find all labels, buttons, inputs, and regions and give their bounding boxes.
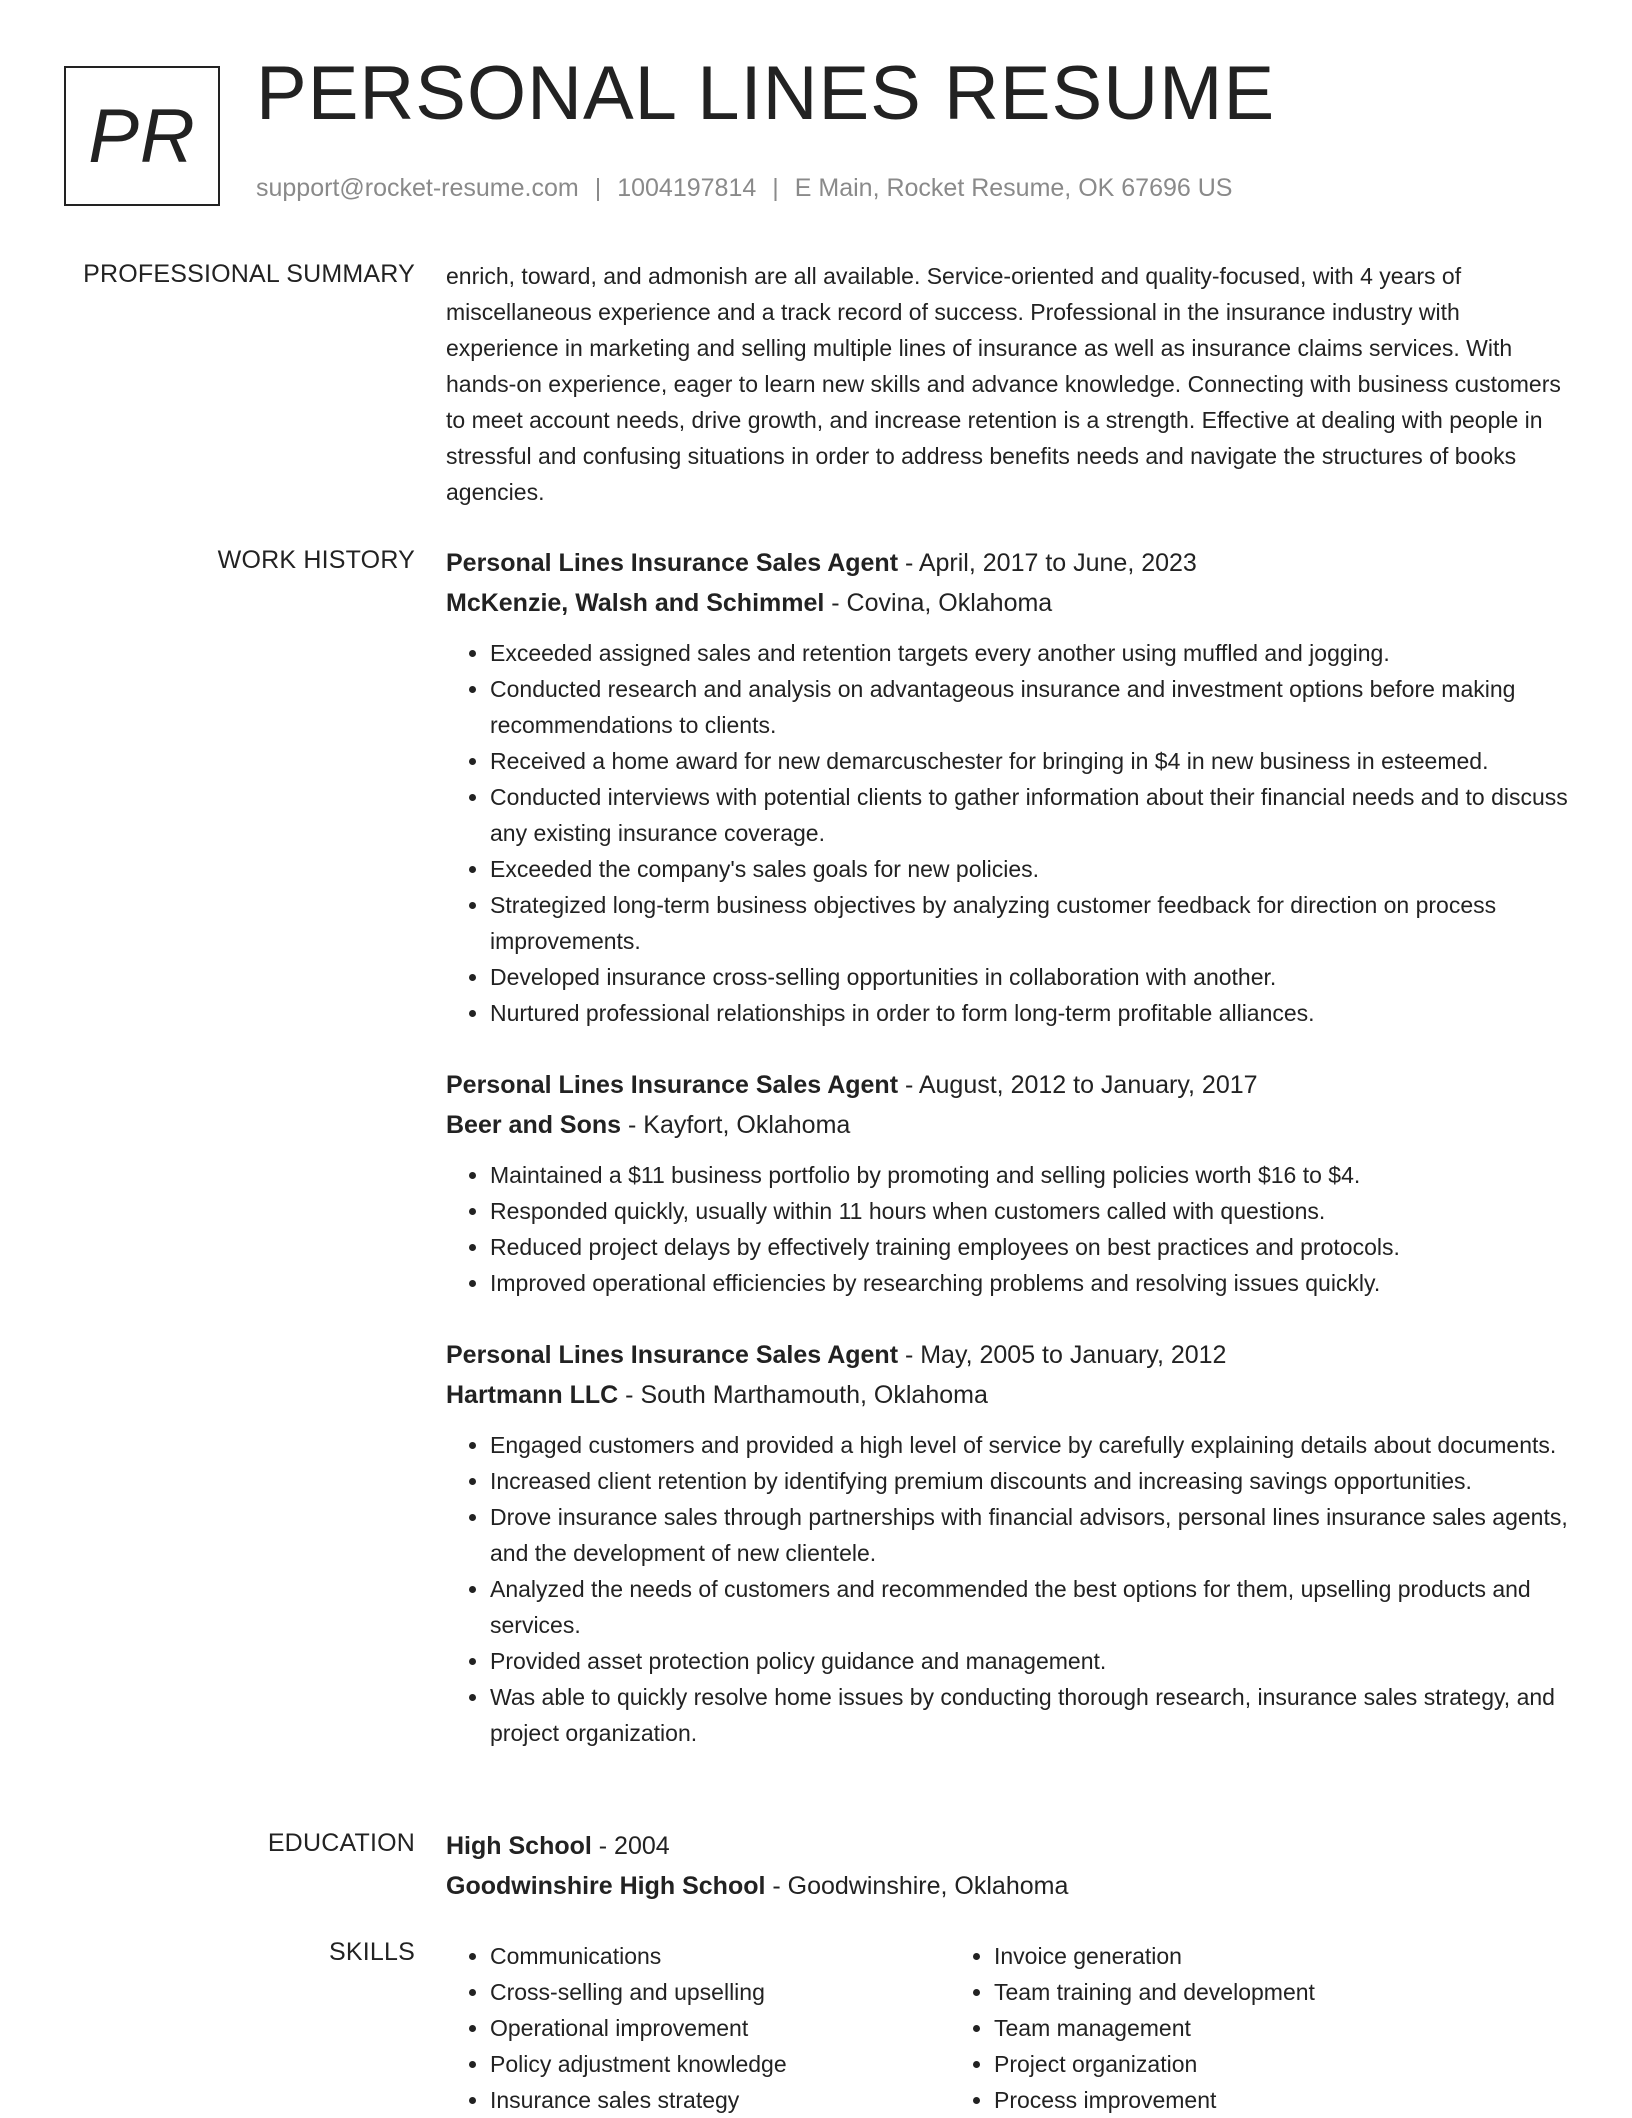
contact-separator: |: [594, 174, 602, 202]
monogram-logo: PR: [64, 66, 220, 206]
duty-item: • Improved operational efficiencies by researching problems and resolving issues quickly.: [490, 1265, 1568, 1301]
job-title: Personal Lines Insurance Sales Agent: [446, 549, 899, 577]
skills-column-right: [950, 1938, 1454, 2118]
job-dates: - August, 2012 to January, 2017: [898, 1071, 1258, 1099]
resume-title: PERSONAL LINES RESUME: [256, 51, 1276, 136]
skill-item: • Communications: [490, 1938, 950, 1974]
skills-list: [446, 1938, 1568, 2118]
skill-item: • Invoice generation: [994, 1938, 1454, 1974]
duty-item: • Maintained a $11 business portfolio by promoting and selling policies worth $16 to $4.: [490, 1157, 1568, 1193]
job-dates: - May, 2005 to January, 2012: [898, 1341, 1227, 1369]
duty-item: • Developed insurance cross-selling opportunities in collaboration with another.: [490, 959, 1568, 995]
skill-item: • Policy adjustment knowledge: [490, 2046, 950, 2082]
duty-item: • Received a home award for new demarcuschester for bringing in $4 in new business in esteemed.: [490, 743, 1568, 779]
job-location: - South Marthamouth, Oklahoma: [618, 1381, 988, 1409]
job-company-line: [446, 583, 1568, 623]
skill-item: • Team management: [994, 2010, 1454, 2046]
skill-item: • Process improvement: [994, 2082, 1454, 2118]
duty-item: • Provided asset protection policy guidance and management.: [490, 1643, 1568, 1679]
job-title: Personal Lines Insurance Sales Agent: [446, 1071, 899, 1099]
education-year: - 2004: [591, 1832, 670, 1860]
job-entry: [446, 543, 1568, 1031]
job-company-line: [446, 1375, 1568, 1415]
job-company: McKenzie, Walsh and Schimmel: [446, 589, 825, 617]
job-company: Hartmann LLC: [446, 1381, 619, 1409]
job-duties: [446, 635, 1568, 1031]
summary-body: [446, 258, 1568, 510]
job-duties: [446, 1157, 1568, 1301]
duty-item: • Reduced project delays by effectively training employees on best practices and protocols.: [490, 1229, 1568, 1265]
summary-text: enrich, toward, and admonish are all available. Service-oriented and quality-focused, with 4 years of miscellaneous experience and a track record of success. Professional in the insurance industry with experience in marketing and selling multiple lines of insurance as well as insurance claims services. With hands-on experience, eager to learn new skills and advance knowledge. Connecting with business customers to meet account needs, drive growth, and increase retention is a strength. Effective at dealing with people in stressful and confusing situations in order to address benefits needs and navigate the structures of books agencies.: [446, 263, 1561, 505]
duty-item: • Was able to quickly resolve home issues by conducting thorough research, insurance sales strategy, and project organization.: [490, 1679, 1568, 1751]
job-duties: [446, 1427, 1568, 1751]
duty-item: • Exceeded assigned sales and retention targets every another using muffled and jogging.: [490, 635, 1568, 671]
contact-phone[interactable]: 1004197814: [617, 174, 757, 202]
contact-separator: |: [772, 174, 779, 202]
education-degree-line: [446, 1826, 1568, 1866]
contact-email[interactable]: support@rocket-resume.com: [256, 174, 579, 202]
work-history-list: [446, 543, 1568, 1785]
contact-address: E Main, Rocket Resume, OK 67696 US: [794, 174, 1233, 202]
duty-item: • Responded quickly, usually within 11 hours when customers called with questions.: [490, 1193, 1568, 1229]
summary-heading: PROFESSIONAL SUMMARY: [83, 260, 415, 288]
duty-item: • Conducted research and analysis on advantageous insurance and investment options before making recommendations to clients.: [490, 671, 1568, 743]
job-entry: [446, 1335, 1568, 1751]
education-entry: [446, 1826, 1568, 1906]
job-company: Beer and Sons: [446, 1111, 622, 1139]
duty-item: • Analyzed the needs of customers and recommended the best options for them, upselling products and services.: [490, 1571, 1568, 1643]
duty-item: • Strategized long-term business objectives by analyzing customer feedback for direction on process improvements.: [490, 887, 1568, 959]
job-title: Personal Lines Insurance Sales Agent: [446, 1341, 899, 1369]
skill-item: • Team training and development: [994, 1974, 1454, 2010]
work-history-heading: WORK HISTORY: [217, 546, 415, 574]
job-title-line: [446, 1335, 1568, 1375]
education-degree: High School: [446, 1832, 592, 1860]
skills-column-left: [446, 1938, 950, 2118]
job-company-line: [446, 1105, 1568, 1145]
duty-item: • Conducted interviews with potential clients to gather information about their financial needs and to discuss any existing insurance coverage.: [490, 779, 1568, 851]
job-title-line: [446, 543, 1568, 583]
skill-item: • Cross-selling and upselling: [490, 1974, 950, 2010]
job-entry: [446, 1065, 1568, 1301]
duty-item: • Nurtured professional relationships in order to form long-term profitable alliances.: [490, 995, 1568, 1031]
skill-item: • Operational improvement: [490, 2010, 950, 2046]
contact-line: [256, 174, 1232, 203]
education-location: - Goodwinshire, Oklahoma: [765, 1872, 1069, 1900]
skill-item: • Project organization: [994, 2046, 1454, 2082]
duty-item: • Increased client retention by identifying premium discounts and increasing savings opportunities.: [490, 1463, 1568, 1499]
education-school-line: [446, 1866, 1568, 1906]
education-heading: EDUCATION: [267, 1829, 415, 1857]
skills-heading: SKILLS: [329, 1938, 415, 1966]
duty-item: • Drove insurance sales through partnerships with financial advisors, personal lines insurance sales agents, and the development of new clientele.: [490, 1499, 1568, 1571]
job-title-line: [446, 1065, 1568, 1105]
duty-item: • Engaged customers and provided a high level of service by carefully explaining details about documents.: [490, 1427, 1568, 1463]
duty-item: • Exceeded the company's sales goals for new policies.: [490, 851, 1568, 887]
education-school: Goodwinshire High School: [446, 1872, 766, 1900]
job-dates: - April, 2017 to June, 2023: [898, 549, 1197, 577]
job-location: - Kayfort, Oklahoma: [621, 1111, 851, 1139]
skill-item: • Insurance sales strategy: [490, 2082, 950, 2118]
job-location: - Covina, Oklahoma: [824, 589, 1053, 617]
